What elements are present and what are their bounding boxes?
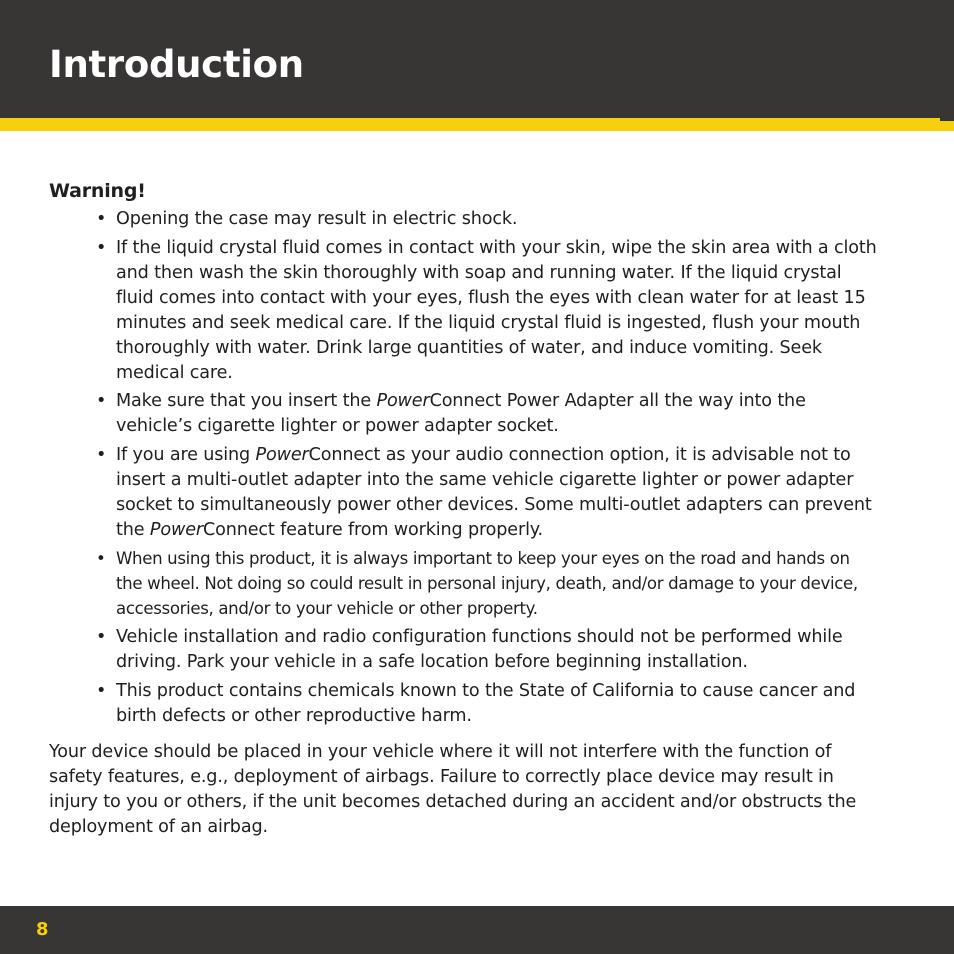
bullet-icon: • xyxy=(96,549,106,569)
warning-item xyxy=(96,207,879,232)
footer-bar xyxy=(0,906,954,954)
warning-item xyxy=(96,625,879,675)
warning-heading: Warning! xyxy=(49,180,146,202)
warning-item xyxy=(96,389,879,439)
page-title: Introduction xyxy=(49,43,304,86)
warning-item-text: Vehicle installation and radio configuration functions should not be performed while driving. Park your vehicle in a safe location before beginning installation. xyxy=(116,626,843,672)
header-bar xyxy=(0,0,954,118)
brand-name-italic: Power xyxy=(376,391,430,412)
brand-name-italic: Power xyxy=(255,444,309,465)
warning-item-text: This product contains chemicals known to the State of California to cause cancer and birth defects or other reproductive harm. xyxy=(116,680,856,726)
warning-item-text: When using this product, it is always important to keep your eyes on the road and hands on the wheel. Not doing so could result in personal injury, death, and/or damage to your device, accessories, and/or to your vehicle or other property. xyxy=(116,549,858,619)
warning-item-text: If the liquid crystal fluid comes in contact with your skin, wipe the skin area with a cloth and then wash the skin thoroughly with soap and running water. If the liquid crystal fluid comes into contact with your eyes, flush the eyes with clean water for at least 15 minutes and seek medical care. If the liquid crystal fluid is ingested, flush your mouth thoroughly with water. Drink large quantities of water, and induce vomiting. Seek medical care. xyxy=(116,237,877,383)
warning-item-text-start: If you are using xyxy=(116,444,256,465)
warning-item-text-end: Connect Power Adapter all the way into the vehicle’s cigarette lighter or power adapter socket. xyxy=(116,391,806,437)
bullet-icon: • xyxy=(96,237,107,258)
warning-item xyxy=(96,236,879,386)
warning-item-text: Opening the case may result in electric shock. xyxy=(116,209,518,229)
warning-item-text-end: Connect feature from working properly. xyxy=(202,519,544,540)
placement-paragraph: Your device should be placed in your vehicle where it will not interfere with the function of safety features, e.g., deployment of airbags. Failure to correctly place device may result in injury to you or others, if the unit becomes detached during an accident and/or obstructs the deployment of an airbag. xyxy=(49,741,857,837)
main-content xyxy=(49,178,879,840)
accent-stripe xyxy=(0,118,954,131)
page-number: 8 xyxy=(36,919,49,940)
warning-list xyxy=(49,207,879,729)
warning-item xyxy=(96,679,879,729)
brand-name-italic: Power xyxy=(149,519,203,540)
warning-item xyxy=(96,443,879,543)
bullet-icon: • xyxy=(96,444,107,465)
bullet-icon: • xyxy=(96,680,107,701)
bullet-icon: • xyxy=(96,626,107,647)
bullet-icon: • xyxy=(96,391,107,412)
warning-item-text-start: Make sure that you insert the xyxy=(116,391,377,412)
warning-item xyxy=(96,546,879,621)
bullet-icon: • xyxy=(96,209,107,229)
warning-item-text-middle: Connect as your audio connection option, it is advisable not to insert a multi-outlet adapter into the same vehicle cigarette lighter or power adapter socket to simultaneously power other devices. Some multi-outlet adapters can prevent the xyxy=(116,444,872,540)
